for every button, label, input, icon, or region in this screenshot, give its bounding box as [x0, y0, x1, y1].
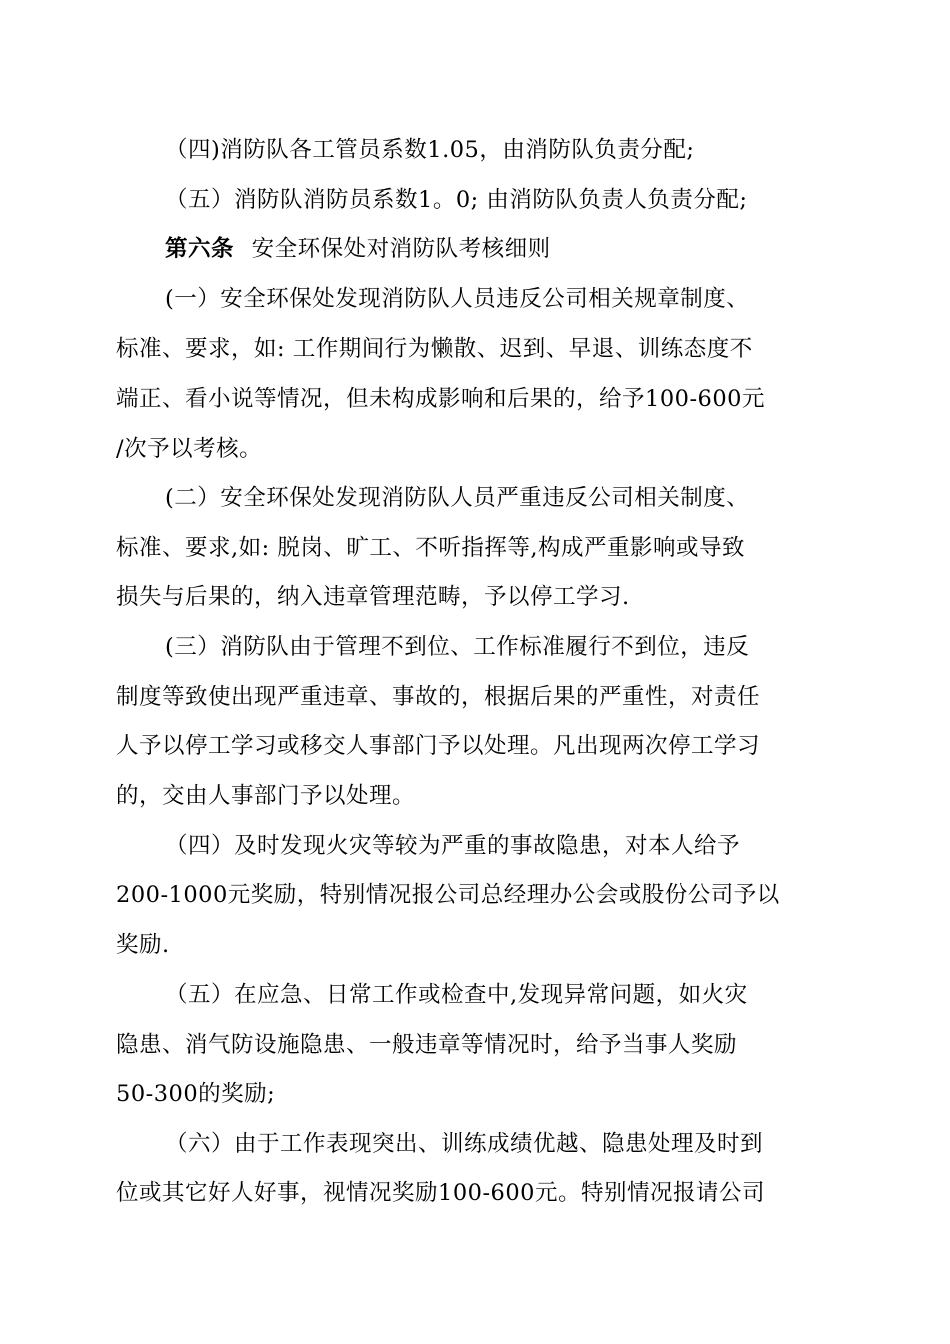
paragraph-line: 50-300的奖励;	[116, 1081, 276, 1107]
article-title: 安全环保处对消防队考核细则	[251, 236, 551, 262]
article-heading	[165, 234, 551, 264]
paragraph-line: (二）安全环保处发现消防队人员严重违反公司相关制度、	[165, 485, 750, 511]
paragraph-line: 隐患、消气防设施隐患、一般违章等情况时，给予当事人奖励	[116, 1032, 738, 1058]
paragraph-line: 200-1000元奖励，特别情况报公司总经理办公会或股份公司予以	[116, 882, 780, 908]
paragraph-line: (一）安全环保处发现消防队人员违反公司相关规章制度、	[165, 286, 750, 312]
paragraph-line: 的，交由人事部门予以处理。	[116, 783, 416, 809]
paragraph-line: （五）消防队消防员系数1。0; 由消防队负责人负责分配;	[165, 187, 748, 213]
paragraph-line: 位或其它好人好事，视情况奖励100-600元。特别情况报请公司	[116, 1180, 765, 1206]
paragraph-line: (三）消防队由于管理不到位、工作标准履行不到位，违反	[165, 634, 750, 660]
paragraph-line: 人予以停工学习或移交人事部门予以处理。凡出现两次停工学习	[116, 733, 761, 759]
paragraph-line: 制度等致使出现严重违章、事故的，根据后果的严重性，对责任	[116, 684, 761, 710]
paragraph-line: （六）由于工作表现突出、训练成绩优越、隐患处理及时到	[165, 1131, 764, 1157]
paragraph-line: /次予以考核。	[116, 436, 263, 462]
paragraph-line: （四)消防队各工管员系数1.05，由消防队负责分配;	[165, 137, 695, 163]
paragraph-line: （四）及时发现火灾等较为严重的事故隐患，对本人给予	[165, 833, 741, 859]
paragraph-line: 端正、看小说等情况，但未构成影响和后果的，给予100-600元	[116, 386, 765, 412]
paragraph-line: 奖励.	[116, 932, 170, 958]
article-label: 第六条	[165, 236, 235, 262]
paragraph-line: 标准、要求,如: 脱岗、旷工、不听指挥等,构成严重影响或导致	[116, 535, 746, 561]
paragraph-line: 损失与后果的，纳入违章管理范畴，予以停工学习.	[116, 584, 630, 610]
paragraph-line: 标准、要求，如: 工作期间行为懒散、迟到、早退、训练态度不	[116, 336, 753, 362]
paragraph-line: （五）在应急、日常工作或检查中,发现异常问题，如火灾	[165, 982, 748, 1008]
